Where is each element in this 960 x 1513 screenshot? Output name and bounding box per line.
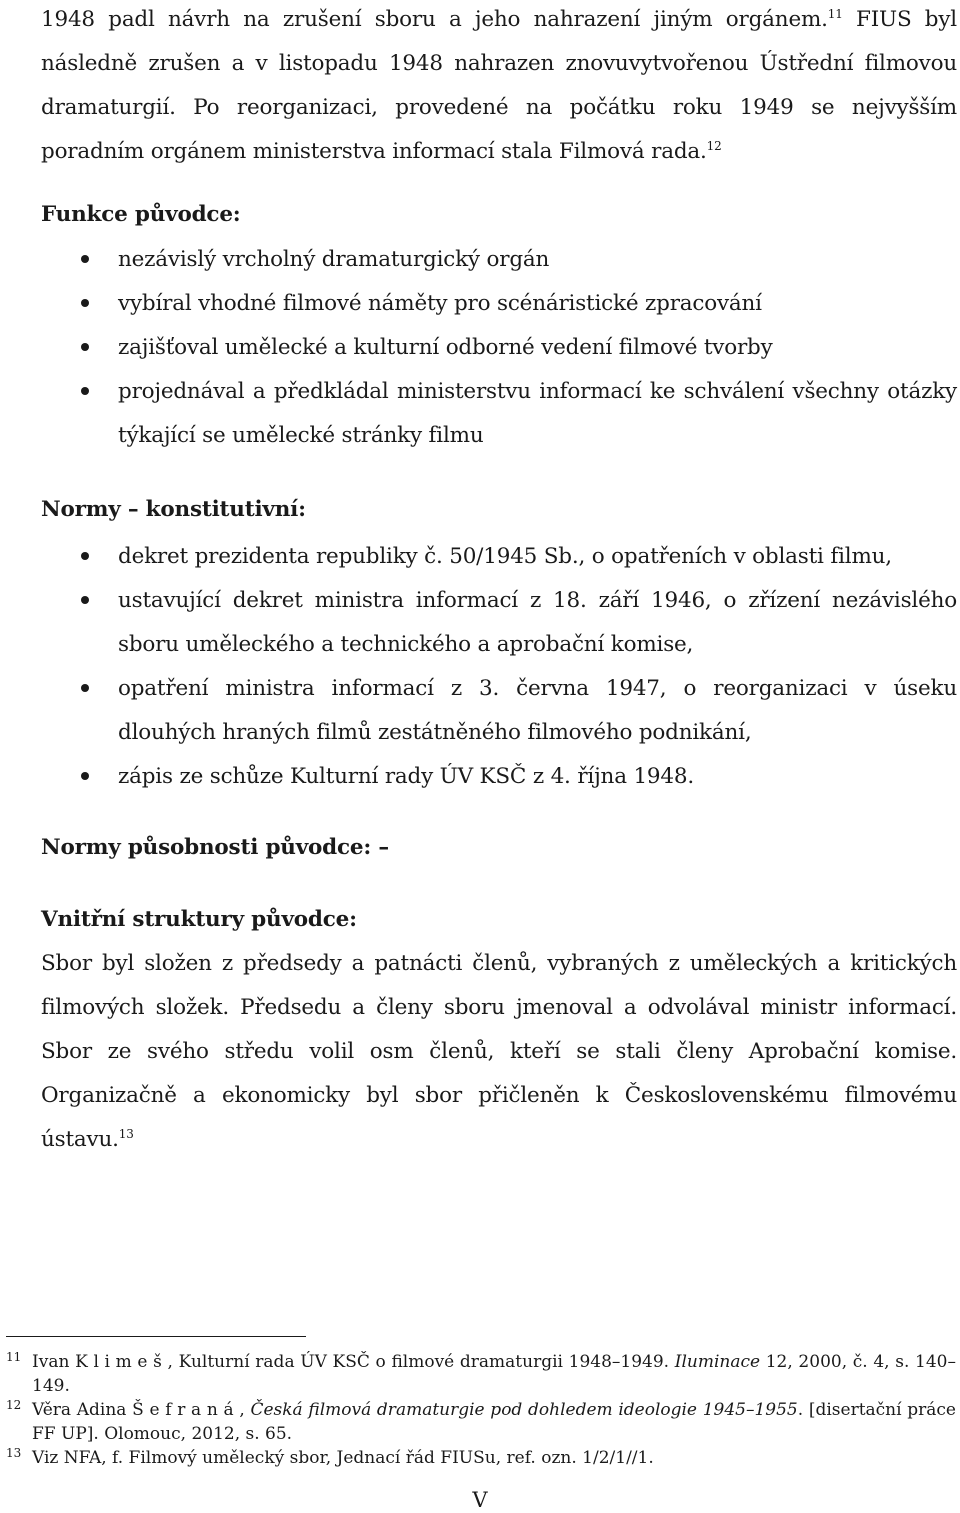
- list-item: opatření ministra informací z 3. června 1947, o reorganizaci v úseku dlouhých hraných filmů zestátněného filmového podnikání,: [41, 667, 957, 755]
- bullet-icon: [81, 684, 89, 692]
- list-item: zápis ze schůze Kulturní rady ÚV KSČ z 4. října 1948.: [41, 755, 957, 799]
- list-item: zajišťoval umělecké a kulturní odborné vedení filmové tvorby: [41, 326, 957, 370]
- footnote-11: 11 Ivan K l i m e š , Kulturní rada ÚV KSČ o filmové dramaturgii 1948–1949. Iluminace 12, 2000, č. 4, s. 140–149.: [6, 1350, 956, 1396]
- list-item: ustavující dekret ministra informací z 18. září 1946, o zřízení nezávislého sboru uměleckého a technického a aprobační komise,: [41, 579, 957, 667]
- list-item: projednával a předkládal ministerstvu informací ke schválení všechny otázky týkající se umělecké stránky filmu: [41, 370, 957, 458]
- bullet-icon: [81, 343, 89, 351]
- bullet-icon: [81, 772, 89, 780]
- footnote-ref-12[interactable]: 12: [706, 139, 722, 153]
- footnote-13: 13 Viz NFA, f. Filmový umělecký sbor, Jednací řád FIUSu, ref. ozn. 1/2/1//1.: [6, 1446, 654, 1468]
- intro-paragraph: [41, 0, 957, 174]
- intro-text-continued: FIUS byl následně zrušen a v listopadu 1948 nahrazen znovuvytvořenou Ústřední filmovou dramaturgií. Po reorganizaci, provedené na počátku roku 1949 se nejvyšším poradním orgánem ministerstva informací stala Filmová rada.: [41, 7, 957, 164]
- list-item: dekret prezidenta republiky č. 50/1945 Sb., o opatřeních v oblasti filmu,: [41, 535, 957, 579]
- intro-text: 1948 padl návrh na zrušení sboru a jeho nahrazení jiným orgánem.: [41, 7, 828, 32]
- footnote-ref-11[interactable]: 11: [827, 7, 843, 21]
- footnote-ref-13[interactable]: 13: [118, 1127, 134, 1141]
- bullet-icon: [81, 552, 89, 560]
- list-item: nezávislý vrcholný dramaturgický orgán: [41, 238, 957, 282]
- heading-vnitrni-struktury: Vnitřní struktury původce:: [41, 907, 357, 932]
- list-funkce: [41, 238, 957, 458]
- struktura-paragraph: [41, 942, 957, 1162]
- heading-funkce: Funkce původce:: [41, 202, 241, 227]
- heading-normy-konstitutivni: Normy – konstitutivní:: [41, 497, 306, 522]
- bullet-icon: [81, 596, 89, 604]
- heading-normy-pusobnosti: Normy působnosti původce: –: [41, 835, 389, 860]
- list-normy-konstitutivni: [41, 535, 957, 799]
- page-number: V: [472, 1488, 488, 1512]
- struktura-text: Sbor byl složen z předsedy a patnácti členů, vybraných z uměleckých a kritických filmových složek. Předsedu a členy sboru jmenoval a odvolával ministr informací. Sbor ze svého středu volil osm členů, kteří se stali členy Aprobační komise. Organizačně a ekonomicky byl sbor přičleněn k Československému filmovému ústavu.: [41, 951, 957, 1152]
- footnote-separator: [6, 1336, 306, 1337]
- bullet-icon: [81, 299, 89, 307]
- list-item: vybíral vhodné filmové náměty pro scénáristické zpracování: [41, 282, 957, 326]
- bullet-icon: [81, 255, 89, 263]
- bullet-icon: [81, 387, 89, 395]
- footnotes: [6, 1350, 956, 1470]
- footnote-12: 12 Věra Adina Š e f r a n á , Česká filmová dramaturgie pod dohledem ideologie 1945–1955. [disertační práce FF UP]. Olomouc, 2012, s. 65.: [6, 1398, 956, 1444]
